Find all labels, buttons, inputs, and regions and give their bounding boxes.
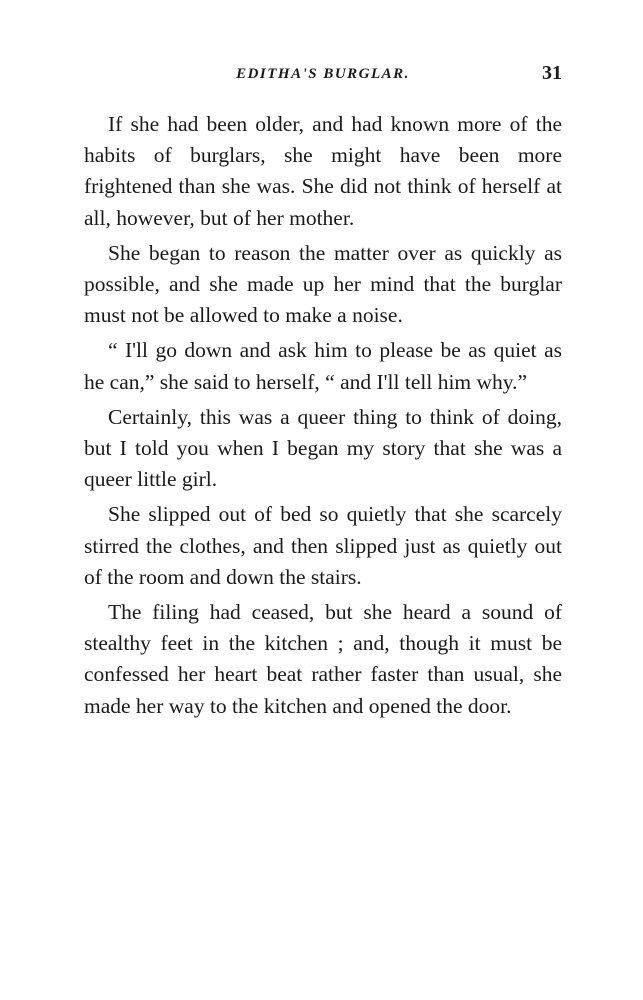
paragraph: She slipped out of bed so quietly that she scarcely stirred the clothes, and then slipped just as quietly out of the room and down the stairs. xyxy=(84,502,562,589)
page-number: 31 xyxy=(542,62,562,84)
paragraph: Certainly, this was a queer thing to think of doing, but I told you when I began my story that she was a queer little girl. xyxy=(84,404,562,492)
paragraph: If she had been older, and had known more of the habits of burglars, she might have been more frightened than she was. She did not think of herself at all, however, but of her mother. xyxy=(84,112,562,230)
paragraph: “ I'll go down and ask him to please be as quiet as he can,” she said to herself, “ and I'll tell him why.” xyxy=(84,338,562,394)
paragraph: The filing had ceased, but she heard a sound of stealthy feet in the kitchen ; and, though it must be confessed her heart beat rather faster than usual, she made her way to the kitchen and opened the door. xyxy=(84,600,562,718)
running-title: EDITHA'S BURGLAR. xyxy=(236,66,410,82)
body-text xyxy=(84,109,562,726)
paragraph: She began to reason the matter over as quickly as possible, and she made up her mind that the burglar must not be allowed to make a noise. xyxy=(84,240,562,328)
running-head xyxy=(84,62,562,92)
